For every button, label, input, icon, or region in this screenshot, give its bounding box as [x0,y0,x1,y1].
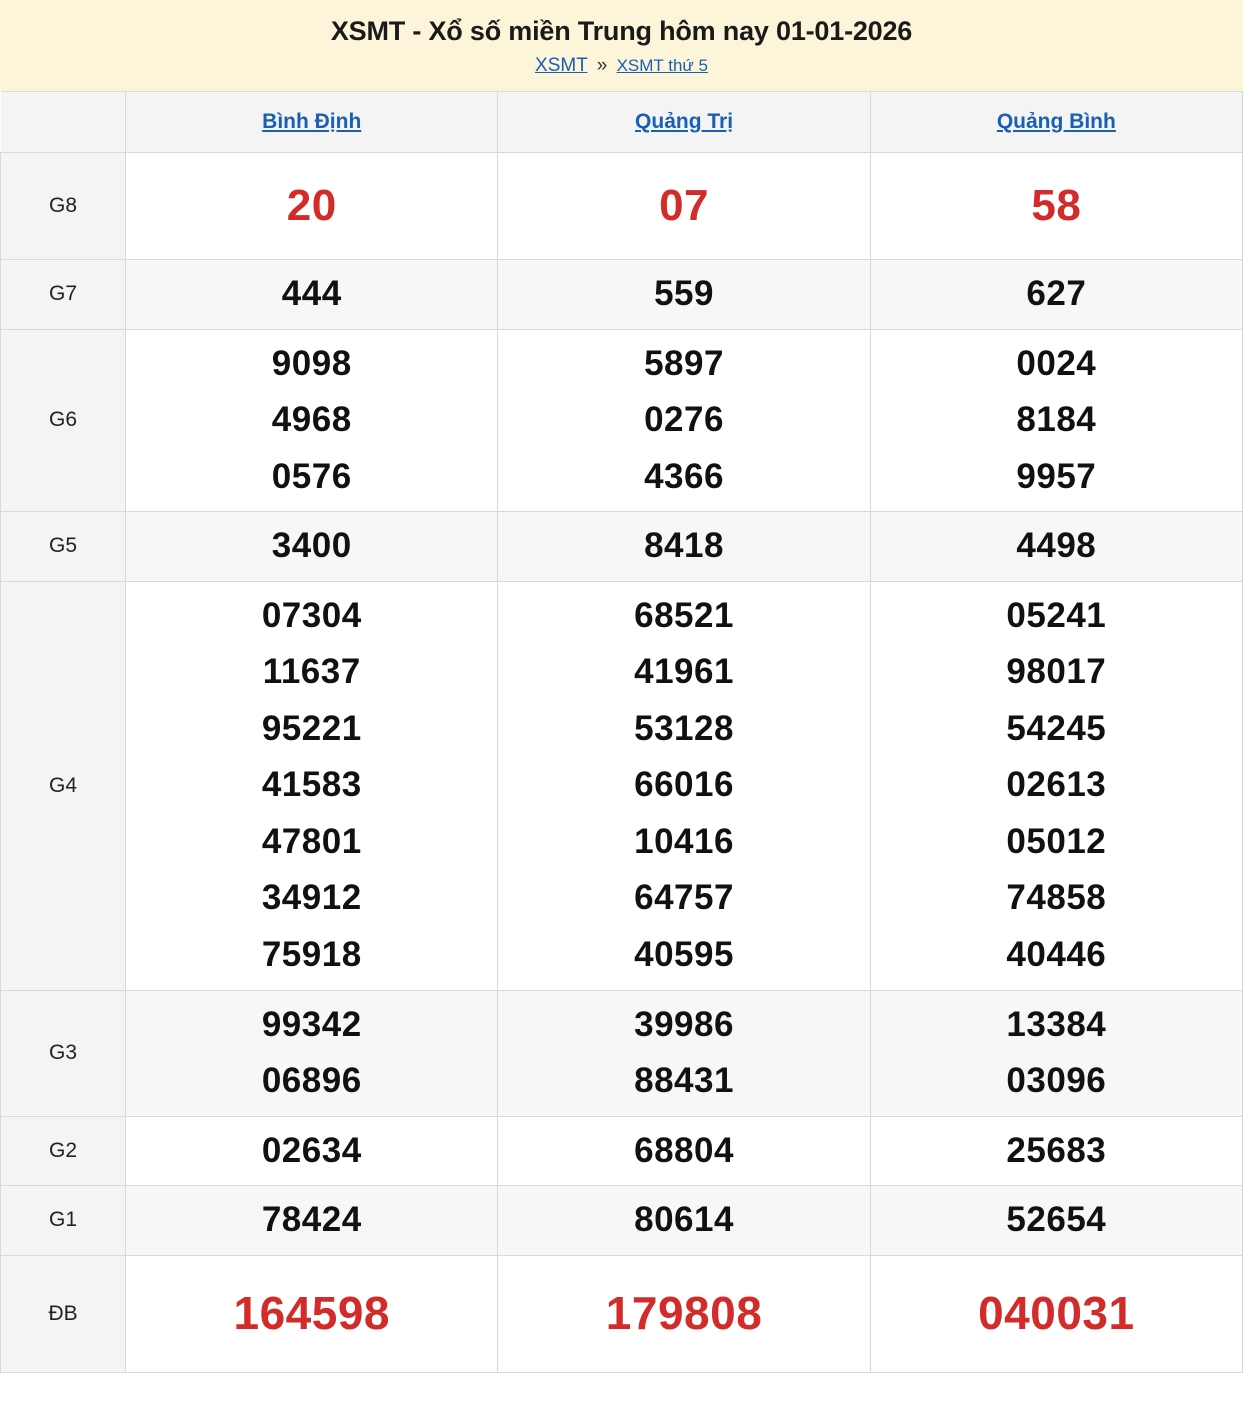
prize-number: 0276 [644,400,724,440]
prize-number: 58 [1031,180,1082,230]
prize-cell [870,1116,1242,1186]
prize-label-g6: G6 [1,329,126,512]
prize-cell [126,329,498,512]
table-row [1,1116,1243,1186]
province-link-2[interactable]: Quảng Bình [996,110,1116,133]
table-row [1,581,1243,990]
prize-number: 88431 [634,1061,734,1101]
prize-number: 98017 [1006,652,1107,692]
prize-number: 53128 [634,708,734,748]
prize-label-g1: G1 [1,1186,126,1256]
prize-number: 52654 [1006,1200,1107,1240]
prize-number: 040031 [978,1287,1135,1340]
prize-number: 05241 [1006,595,1107,635]
prize-cell [126,153,498,260]
breadcrumb-link-root[interactable]: XSMT [535,55,588,76]
prize-cell [870,1255,1242,1372]
prize-cell [870,990,1242,1116]
prize-cell [498,1116,870,1186]
prize-number: 68804 [634,1130,734,1170]
table-row [1,1186,1243,1256]
province-header-2 [870,92,1242,153]
prize-number: 95221 [261,708,362,748]
table-row [1,329,1243,512]
prize-number: 559 [654,274,714,313]
prize-cell [870,581,1242,990]
prize-number: 444 [281,274,342,313]
prize-number: 05012 [1006,821,1107,861]
prize-number: 74858 [1006,878,1107,918]
prize-cell [870,260,1242,330]
province-link-1[interactable]: Quảng Trị [635,110,734,133]
prize-number: 47801 [261,821,362,861]
prize-number: 39986 [634,1004,734,1044]
breadcrumb-separator: » [596,55,608,76]
prize-number: 41961 [634,652,734,692]
table-head [1,92,1243,153]
table-body [1,153,1243,1373]
prize-cell [498,329,870,512]
prize-cell [498,1186,870,1256]
table-row [1,1255,1243,1372]
prize-number: 34912 [261,878,362,918]
prize-number: 4968 [271,400,352,440]
prize-number: 99342 [261,1004,362,1044]
province-header-0 [126,92,498,153]
results-table [0,91,1243,1373]
prize-number: 02613 [1006,765,1107,805]
prize-number: 06896 [261,1061,362,1101]
prize-cell [126,512,498,582]
prize-cell [498,512,870,582]
prize-cell [126,1186,498,1256]
prize-number: 9957 [1016,456,1097,496]
prize-number: 0576 [271,456,352,496]
prize-number: 8184 [1016,400,1097,440]
table-row [1,990,1243,1116]
prize-cell [126,581,498,990]
breadcrumb-link-current[interactable]: XSMT thứ 5 [616,56,708,75]
prize-number: 179808 [605,1287,763,1340]
prize-label-g7: G7 [1,260,126,330]
province-link-0[interactable]: Bình Định [262,110,362,133]
prize-cell [870,512,1242,582]
prize-number: 02634 [261,1130,362,1170]
prize-cell [498,260,870,330]
prize-number: 40595 [634,935,734,975]
prize-label-đb: ĐB [1,1255,126,1372]
prize-cell [126,1255,498,1372]
prize-number: 4366 [644,456,724,496]
table-corner-cell [1,92,126,153]
page-title: XSMT - Xổ số miền Trung hôm nay 01-01-2026 [330,16,913,46]
table-header-row [1,92,1243,153]
prize-number: 41583 [261,765,362,805]
prize-number: 64757 [634,878,734,918]
prize-number: 07 [659,180,710,230]
prize-label-g8: G8 [1,153,126,260]
prize-number: 5897 [644,343,724,383]
prize-number: 0024 [1016,343,1097,383]
prize-number: 9098 [271,343,352,383]
table-row [1,512,1243,582]
prize-label-g3: G3 [1,990,126,1116]
prize-cell [498,990,870,1116]
prize-cell [498,581,870,990]
prize-number: 8418 [644,526,724,566]
prize-number: 11637 [262,652,361,692]
prize-cell [870,1186,1242,1256]
prize-number: 68521 [634,595,734,635]
prize-number: 75918 [261,935,362,975]
table-row [1,153,1243,260]
prize-number: 3400 [271,526,352,566]
prize-cell [870,153,1242,260]
prize-number: 10416 [634,821,734,861]
prize-number: 627 [1026,274,1087,313]
prize-number: 54245 [1006,708,1107,748]
prize-label-g5: G5 [1,512,126,582]
prize-cell [126,1116,498,1186]
prize-cell [498,153,870,260]
prize-label-g4: G4 [1,581,126,990]
prize-number: 4498 [1016,526,1097,566]
prize-number: 40446 [1006,935,1107,975]
province-header-1 [498,92,870,153]
prize-cell [498,1255,870,1372]
prize-label-g2: G2 [1,1116,126,1186]
prize-cell [870,329,1242,512]
prize-number: 20 [286,180,337,230]
prize-number: 13384 [1006,1004,1107,1044]
prize-number: 03096 [1006,1061,1107,1101]
prize-number: 25683 [1006,1130,1107,1170]
prize-number: 78424 [261,1200,362,1240]
prize-number: 07304 [261,595,362,635]
prize-cell [126,990,498,1116]
breadcrumb [0,55,1243,77]
table-row [1,260,1243,330]
page-header [0,0,1243,91]
prize-number: 164598 [233,1287,390,1340]
prize-number: 66016 [634,765,734,805]
prize-number: 80614 [634,1200,734,1240]
prize-cell [126,260,498,330]
